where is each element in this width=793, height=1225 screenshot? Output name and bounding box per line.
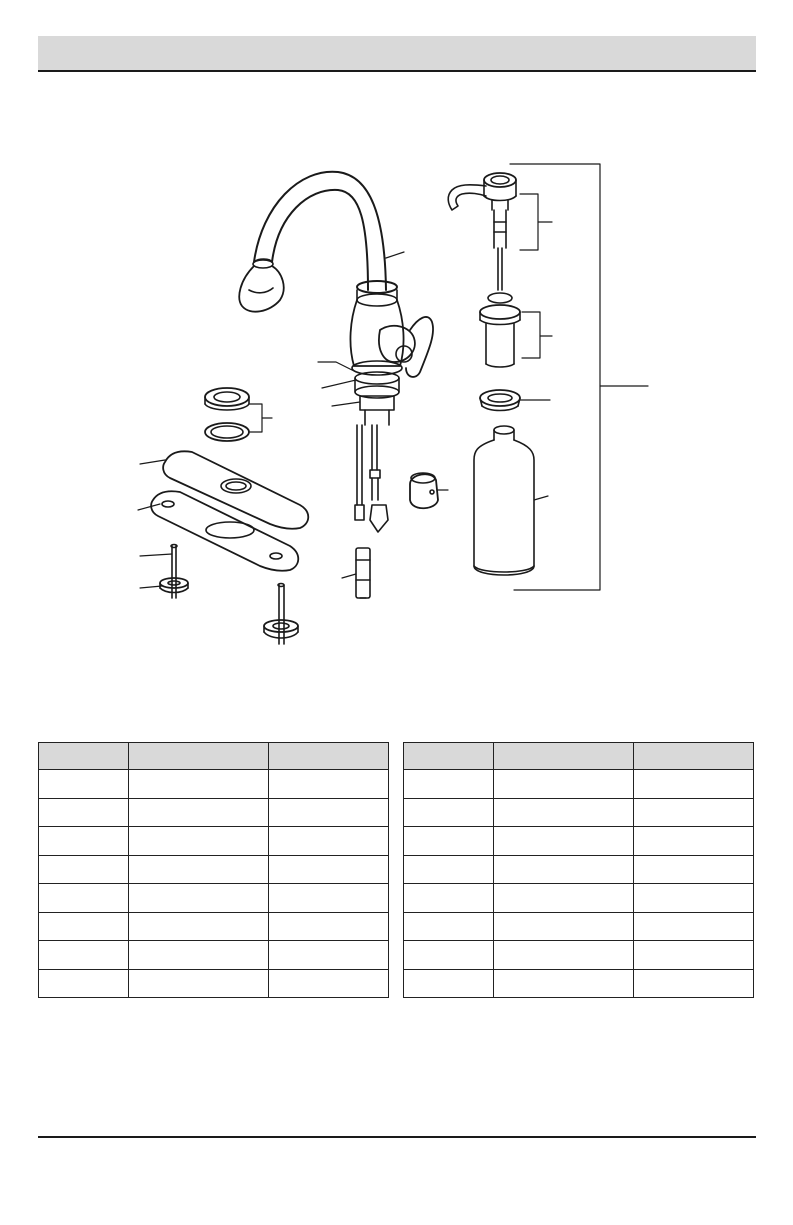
parts-table-right [403,742,754,998]
table-header-row [404,743,754,770]
table-cell [493,912,633,941]
table-row [404,884,754,913]
column-header [128,743,268,770]
table-row [39,798,389,827]
table-cell [128,884,268,913]
table-cell [268,798,388,827]
table-row [404,969,754,998]
table-cell [493,798,633,827]
table-cell [39,770,129,799]
table-row [404,912,754,941]
table-cell [268,770,388,799]
soap-bottle-icon [474,426,534,575]
table-cell [128,798,268,827]
table-cell [493,941,633,970]
table-row [404,798,754,827]
table-cell [268,941,388,970]
table-row [39,770,389,799]
callout-leader-lines [138,164,648,590]
table-cell [268,827,388,856]
table-cell [404,884,494,913]
table-cell [404,855,494,884]
table-cell [268,969,388,998]
table-cell [633,855,753,884]
table-cell [633,969,753,998]
table-cell [39,884,129,913]
mounting-bolt-icon [160,545,188,599]
table-cell [39,941,129,970]
column-header [633,743,753,770]
table-cell [39,855,129,884]
table-cell [633,770,753,799]
table-cell [493,827,633,856]
table-cell [633,798,753,827]
table-row [404,855,754,884]
parts-table-left [38,742,389,998]
table-cell [268,855,388,884]
table-row [39,941,389,970]
table-cell [128,941,268,970]
table-row [39,912,389,941]
table-row [39,969,389,998]
table-cell [404,798,494,827]
table-cell [404,941,494,970]
aerator-icon [410,473,438,508]
table-cell [128,912,268,941]
table-row [404,941,754,970]
column-header [39,743,129,770]
table-cell [633,912,753,941]
table-cell [39,969,129,998]
table-cell [633,941,753,970]
table-header-row [39,743,389,770]
table-cell [128,770,268,799]
table-row [404,827,754,856]
table-cell [493,884,633,913]
soap-pump-head-icon [448,173,516,290]
table-cell [404,969,494,998]
table-row [39,884,389,913]
installation-tool-icon [356,548,370,598]
table-row [39,827,389,856]
gaskets-icon [205,388,249,441]
soap-dispenser-body-icon [480,293,520,367]
column-header [268,743,388,770]
table-cell [268,884,388,913]
faucet-body-icon [350,281,433,425]
table-cell [268,912,388,941]
table-cell [404,912,494,941]
table-cell [493,969,633,998]
deck-plate-icon [163,451,308,528]
table-cell [404,770,494,799]
supply-lines-icon [355,425,388,532]
table-cell [39,912,129,941]
footer-rule [38,1136,756,1138]
table-cell [128,855,268,884]
table-row [404,770,754,799]
table-cell [39,798,129,827]
table-cell [128,969,268,998]
table-cell [633,827,753,856]
table-cell [493,855,633,884]
soap-dispenser-nut-icon [480,390,520,411]
table-cell [633,884,753,913]
table-cell [39,827,129,856]
table-row [39,855,389,884]
table-cell [493,770,633,799]
column-header [404,743,494,770]
column-header [493,743,633,770]
mounting-bolt-icon [264,584,298,645]
table-cell [404,827,494,856]
table-cell [128,827,268,856]
